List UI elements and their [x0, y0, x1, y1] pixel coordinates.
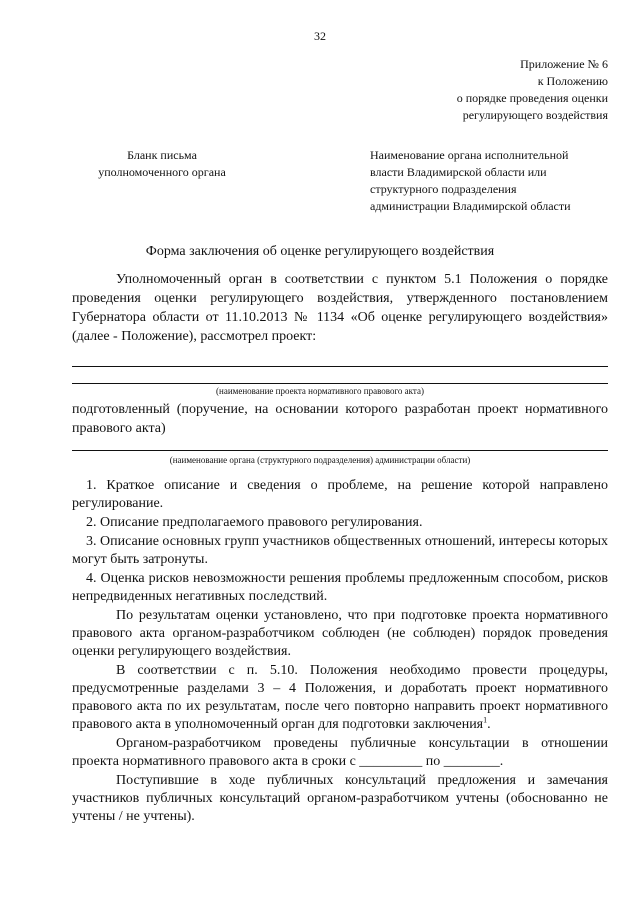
sentence-end: . — [487, 717, 491, 732]
date-from-blank: _________ — [359, 754, 423, 769]
appendix-line: к Положению — [537, 74, 608, 88]
list-item: 4. Оценка рисков невозможности решения проблемы предложенным способом, рисков непредвиденных негативных последствий. — [72, 571, 608, 604]
list-item: 3. Описание основных групп участников общественных отношений, интересы которых могут быть затронуты. — [72, 534, 608, 567]
appendix-line: регулирующего воздействия — [462, 108, 608, 122]
consultations-paragraph — [72, 735, 608, 771]
letterhead-line: уполномоченного органа — [98, 165, 226, 179]
letterhead-line: Бланк письма — [127, 148, 197, 162]
results-paragraph: По результатам оценки установлено, что при подготовке проекта нормативного правового акта органом-разработчиком соблюден (не соблюден) порядок проведения оценки регулирующего воздействия. — [72, 608, 608, 659]
recipient-line: Наименование органа исполнительной — [370, 148, 569, 162]
caption-project-name: (наименование проекта нормативного правового акта) — [216, 386, 424, 396]
received-paragraph: Поступившие в ходе публичных консультаций предложения и замечания участников публичных консультаций органом-разработчиком учтены (обоснованно не учтены / не учтены). — [72, 773, 608, 824]
list-item: 1. Краткое описание и сведения о проблеме, на решение которой направлено регулирование. — [72, 478, 608, 511]
form-title: Форма заключения об оценке регулирующего воздействия — [145, 244, 495, 259]
recipient-line: структурного подразделения — [370, 182, 517, 196]
footnote-mark: 1 — [483, 715, 488, 725]
list-item: 2. Описание предполагаемого правового регулирования. — [86, 515, 423, 530]
procedures-paragraph — [72, 662, 608, 734]
intro-paragraph: Уполномоченный орган в соответствии с пунктом 5.1 Положения о порядке проведения оценки регулирующего воздействия, утвержденного постановлением Губернатора области от 11.10.2013 № 1134 «Об оценке регулирующего воздействия» (далее - Положение), рассмотрел проект: — [72, 272, 608, 344]
appendix-reference — [457, 56, 608, 124]
procedures-text: В соответствии с п. 5.10. Положения необходимо провести процедуры, предусмотренные разделами 3 – 4 Положения, и доработать проект нормативного правового акта по их результатам, после чего повторно направить проект нормативного правового акта в уполномоченный орган для подготовки заключения — [72, 663, 608, 732]
caption-authority-name: (наименование органа (структурного подразделения) администрации области) — [169, 455, 471, 465]
consultations-text: Органом-разработчиком проведены публичные консультации в отношении проекта нормативного правового акта в сроки с — [72, 736, 608, 769]
recipient-line: власти Владимирской области или — [370, 165, 547, 179]
date-to-blank: ________. — [443, 754, 504, 769]
page-number: 32 — [314, 29, 326, 43]
appendix-line: о порядке проведения оценки — [456, 91, 608, 105]
appendix-line: Приложение № 6 — [520, 57, 608, 71]
prepared-paragraph: подготовленный (поручение, на основании которого разработан проект нормативного правового акта) — [72, 402, 608, 436]
fill-line — [72, 383, 608, 384]
letterhead-blank — [82, 147, 242, 181]
assessment-sections — [72, 477, 608, 827]
fill-line — [72, 450, 608, 451]
word-to: по — [425, 754, 441, 769]
recipient-block — [370, 147, 610, 215]
recipient-line: администрации Владимирской области — [370, 199, 571, 213]
fill-line — [72, 366, 608, 367]
